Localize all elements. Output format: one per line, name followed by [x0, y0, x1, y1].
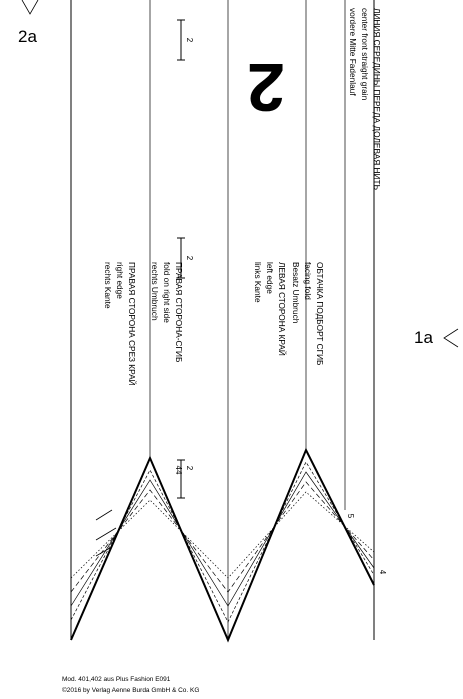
label-center-front-de: vordere Mitte Fadenlauf	[348, 8, 358, 96]
label-right-edge	[103, 262, 138, 386]
seam-lines	[71, 462, 374, 622]
marker-2a-triangle	[22, 0, 38, 14]
label-center-front-en: center front straight grain	[360, 8, 370, 101]
label-left-edge-en: left edge	[265, 262, 275, 294]
label-right-fold-en: fold on right side	[162, 262, 172, 323]
label-right-fold-de: rechts Umbruch	[150, 262, 160, 321]
label-right-edge-ru: ПРАВАЯ СТОРОНА СРЕЗ КРАЙ	[127, 262, 137, 386]
label-left-edge-ru: ЛЕВАЯ СТОРОНА КРАЙ	[277, 262, 287, 356]
measure-bracket-top	[177, 20, 185, 60]
label-right-fold-ru: ПРАВАЯ СТОРОНА-СГИБ	[174, 262, 184, 363]
seam-allowance-label: 44	[174, 465, 183, 475]
label-center-front-ru: ЛИНИЯ СЕРЕДИНЫ ПЕРЕДА ДОЛЕВАЯ НИТЬ	[372, 8, 382, 191]
marker-1a: 1a	[414, 328, 433, 347]
label-right-edge-de: rechts Kante	[103, 262, 113, 309]
notch-number-4: 4	[378, 569, 387, 575]
label-left-edge	[253, 262, 288, 356]
notch-number-5: 5	[346, 513, 355, 519]
marker-2a: 2a	[18, 27, 37, 46]
label-facing-fold-de: Besatz Umbruch	[291, 262, 301, 324]
measure-label-middle: 2	[185, 255, 194, 261]
label-facing-fold	[291, 262, 325, 366]
notch-marks	[96, 510, 116, 556]
footer-model: Mod. 401,402 aus Plus Fashion E091	[62, 676, 171, 683]
measure-label-top: 2	[185, 37, 194, 43]
label-facing-fold-en: facing fold	[303, 262, 313, 300]
label-right-edge-en: right edge	[115, 262, 125, 299]
label-center-front	[348, 8, 382, 191]
label-right-fold	[150, 262, 184, 363]
footer-copyright: ©2016 by Verlag Aenne Burda GmbH & Co. KG	[62, 687, 200, 694]
label-facing-fold-ru: ОБТАЧКА ПОДБОРТ СГИБ	[315, 262, 325, 366]
piece-number: 2	[247, 49, 285, 126]
measure-label-bottom: 2	[185, 465, 194, 471]
marker-1a-triangle	[444, 329, 458, 347]
pattern-outline	[71, 0, 374, 640]
label-left-edge-de: links Kante	[253, 262, 263, 303]
